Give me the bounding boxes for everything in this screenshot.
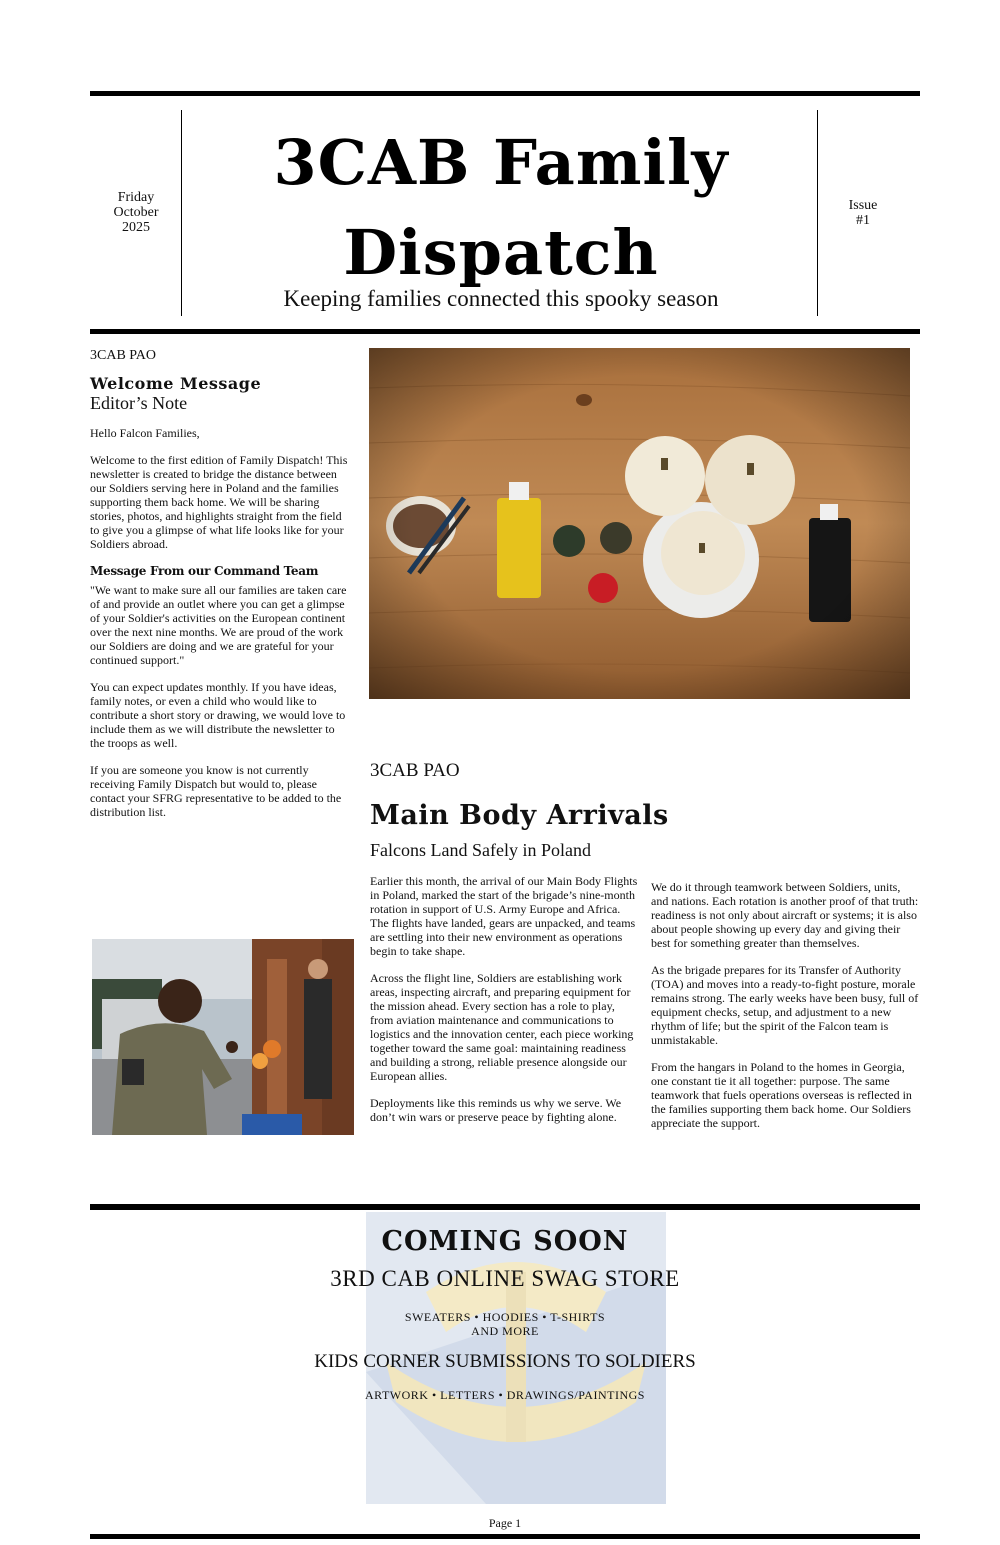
kids-corner-items: ARTWORK • LETTERS • DRAWINGS/PAINTINGS: [365, 1388, 645, 1402]
command-team-quote: "We want to make sure all our families are taken care of and provide an outlet where you can get a glimpse of your Soldier's activities on the European continent over the next nine months. We are proud of the work our Soldiers are doing and we are grateful for your continued support.": [90, 583, 347, 667]
arrivals-col1-paragraph-3: Deployments like this reminds us why we serve. We don’t win wars or preserve peace by fighting alone.: [370, 1096, 622, 1124]
swag-store-items: [90, 1310, 920, 1338]
soldier-illustration: [92, 939, 354, 1135]
welcome-paragraph-2: You can expect updates monthly. If you have ideas, family notes, or even a child who would like to contribute a short story or drawing, we would love to include them as we will distribute the newsletter to the troops as well.: [90, 680, 346, 750]
arrivals-col2-paragraph-3: From the hangars in Poland to the homes in Georgia, one constant tie it all together: purpose. The same teamwork that fuels operations overseas is reflected in the families supporting them back home. Our Soldiers appreciate the support.: [651, 1060, 912, 1130]
issue-value: #1: [856, 213, 870, 228]
arrivals-col1-paragraph-2: Across the flight line, Soldiers are establishing work areas, inspecting aircraft, and preparing equipment for the mission ahead. Every section has a role to play, from aviation maintenance and communications to logistics and the innovation center, each piece working together toward the same goal: maintaining readiness and building a strong, reliable presence alongside our European allies.: [370, 971, 634, 1083]
pumpkin-painting-illustration: [369, 348, 910, 699]
welcome-paragraph-3: If you are someone you know is not currently receiving Family Dispatch but would to, please contact your SFRG representative to be added to the distribution list.: [90, 763, 342, 819]
welcome-byline: 3CAB PAO: [90, 348, 157, 363]
masthead-bottom-rule: [90, 329, 920, 334]
kids-corner-heading: KIDS CORNER SUBMISSIONS TO SOLDIERS: [314, 1351, 696, 1372]
swag-store-heading: 3RD CAB ONLINE SWAG STORE: [330, 1266, 680, 1291]
command-team-heading: Message From our Command Team: [90, 564, 319, 578]
arrivals-subheading: Falcons Land Safely in Poland: [370, 840, 591, 860]
arrivals-col2-paragraph-2: As the brigade prepares for its Transfer of Authority (TOA) and moves into a ready-to-fight posture, morale remains strong. The early weeks have been busy, full of equipment checks, setup, and adjustment to a new rhythm of life; but the spirit of the Falcon team is unmistakable.: [651, 963, 919, 1047]
footer-rule: [90, 1534, 920, 1539]
arrivals-col1-paragraph-1: Earlier this month, the arrival of our Main Body Flights in Poland, marked the start of the brigade’s nine-month rotation in support of U.S. Army Europe and Africa. The flights have landed, gears are unpacked, and teams are settling into their new environment as operations begin to take shape.: [370, 874, 638, 958]
coming-soon-top-rule: [90, 1204, 920, 1210]
soldier-photo: [92, 939, 354, 1135]
arrivals-col2-paragraph-1: We do it through teamwork between Soldiers, units, and nations. Each rotation is another proof of that truth: readiness is not only about aircraft or systems; it is also about people showing up every day and giving their best for something greater than themselves.: [651, 880, 919, 950]
issue-label: Issue: [848, 198, 878, 213]
arrivals-column-1: [370, 874, 638, 1137]
issue-date: [100, 190, 172, 235]
issue-number: [830, 198, 896, 228]
welcome-greeting: Hello Falcon Families,: [90, 426, 200, 440]
masthead-divider-left: [181, 110, 182, 316]
welcome-article: [90, 348, 352, 832]
editor-note-heading: Editor’s Note: [90, 393, 188, 413]
newsletter-subtitle: Keeping families connected this spooky season: [283, 286, 719, 311]
swag-store-items-line-1: SWEATERS • HOODIES • T-SHIRTS: [404, 1310, 606, 1324]
masthead-top-rule: [90, 91, 920, 96]
date-day: Friday: [117, 190, 155, 205]
date-year: 2025: [122, 220, 150, 235]
pumpkin-painting-photo: [369, 348, 910, 699]
arrivals-column-2: [651, 880, 919, 1143]
arrivals-byline: 3CAB PAO: [370, 760, 460, 781]
coming-soon-title: COMING SOON: [381, 1226, 629, 1257]
newsletter-title: 3CAB Family Dispatch: [273, 126, 729, 289]
welcome-paragraph-1: Welcome to the first edition of Family Dispatch! This newsletter is created to bridge the distance between our Soldiers serving here in Poland and the families supporting them back home. We will be sharing stories, photos, and highlights straight from the field to give you a glimpse of what life looks like for your Soldiers abroad.: [90, 453, 348, 551]
page-number: Page 1: [488, 1516, 522, 1530]
arrivals-heading: Main Body Arrivals: [370, 800, 669, 831]
swag-store-items-line-2: AND MORE: [471, 1324, 539, 1338]
welcome-heading: Welcome Message: [90, 374, 262, 393]
date-month: October: [113, 205, 159, 220]
